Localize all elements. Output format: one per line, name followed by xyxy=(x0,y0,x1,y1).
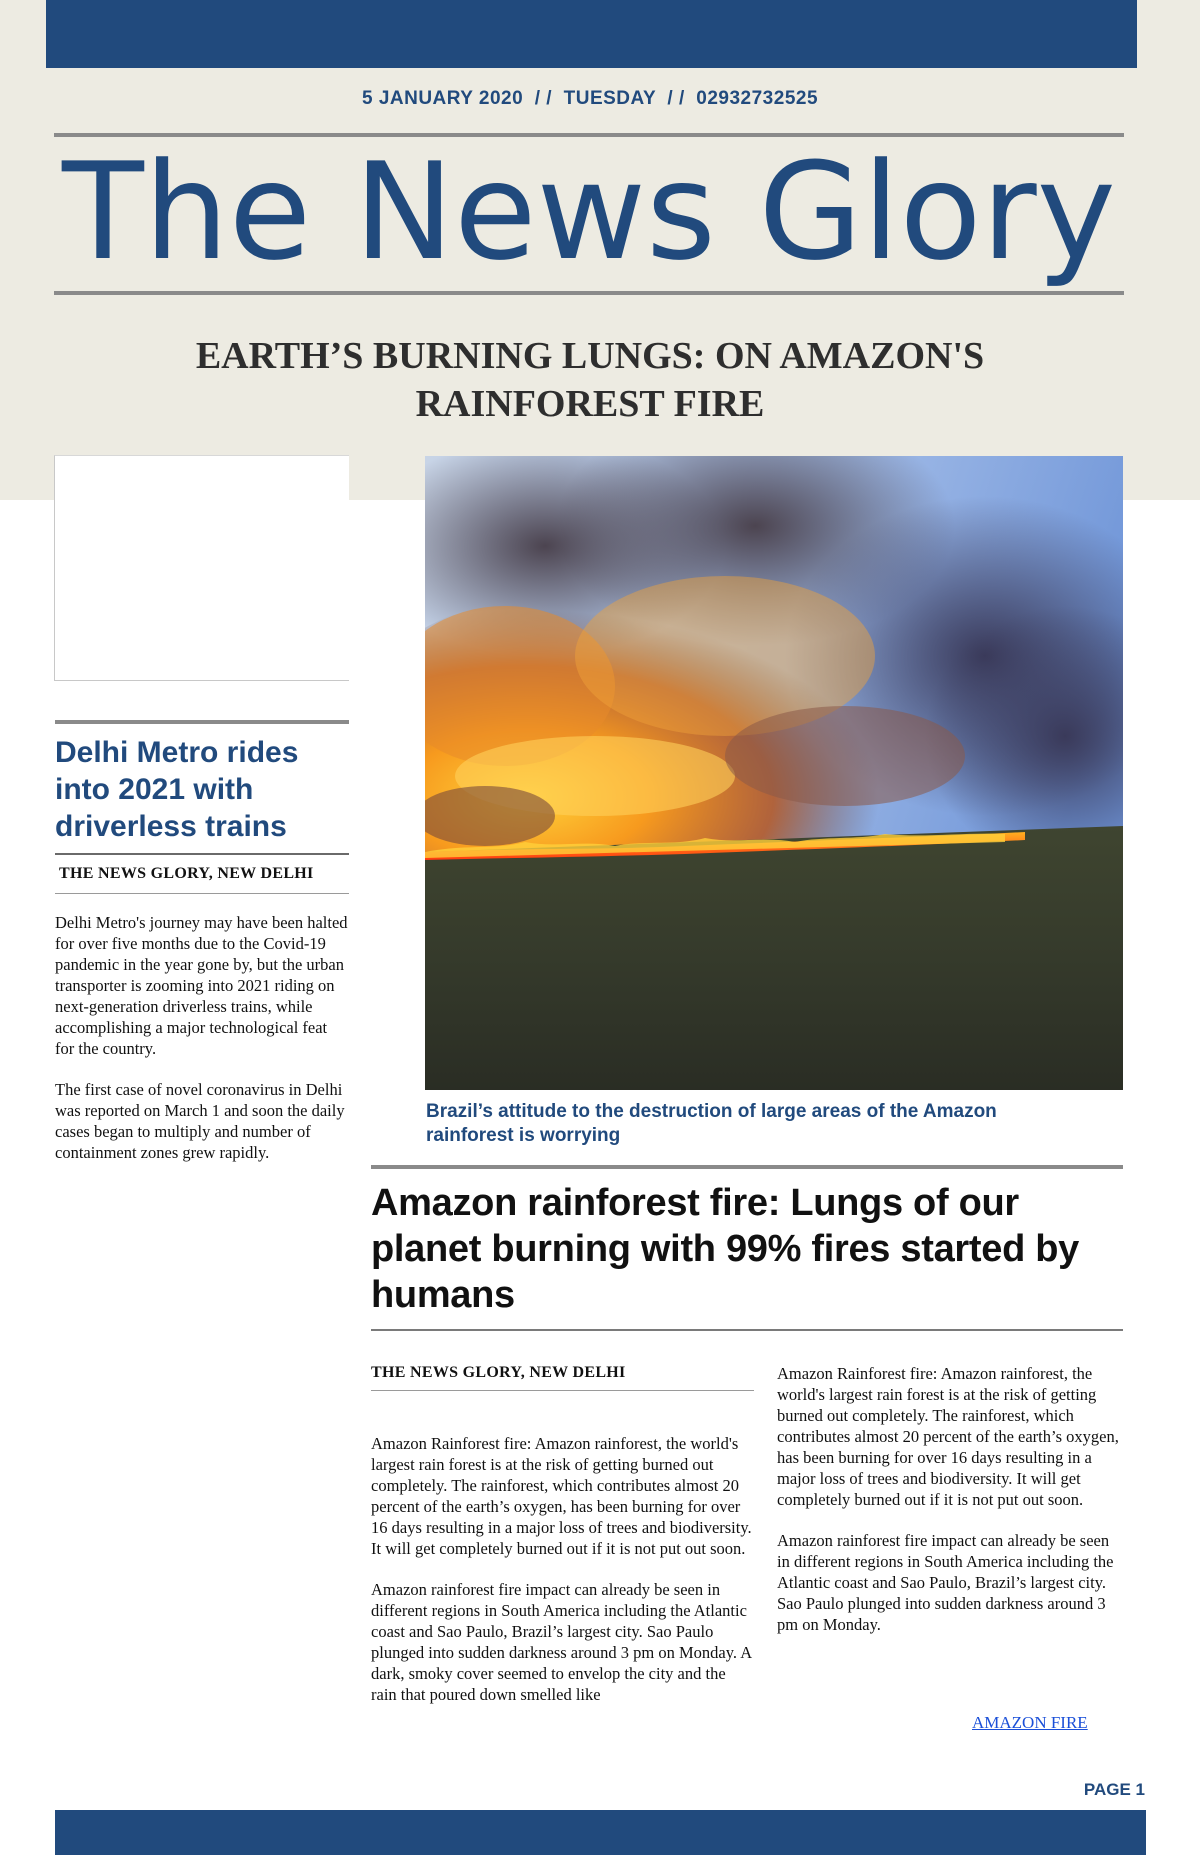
sidebar-byline-rule xyxy=(55,893,349,894)
bottom-color-bar xyxy=(55,1810,1146,1855)
sidebar-title-rule xyxy=(55,853,349,855)
sidebar-paragraph: The first case of novel coronavirus in Delhi was reported on March 1 and soon the daily cases began to multiply and number of containment zones grew rapidly. xyxy=(55,1080,345,1162)
main-col1-paragraph: Amazon rainforest fire impact can already be seen in different regions in South America including the Atlantic coast and Sao Paulo, Brazil’s largest city. Sao Paulo plunged into sudden darkness around 3 pm on Monday. A dark, smoky cover seemed to envelop the city and the rain that poured down smelled like xyxy=(371,1580,752,1704)
main-story-top-rule xyxy=(371,1165,1123,1169)
amazon-fire-link[interactable]: AMAZON FIRE xyxy=(972,1713,1088,1732)
masthead-bottom-rule xyxy=(54,291,1124,295)
main-col1-paragraph: Amazon Rainforest fire: Amazon rainforest, the world's largest rain forest is at the risk of getting burned out completely. The rainforest, which contributes almost 20 percent of the earth’s oxygen, has been burning for over 16 days resulting in a major loss of trees and biodiversity. It will get completely burned out if it is not put out soon. xyxy=(371,1434,752,1558)
lead-photo-fire xyxy=(425,456,1123,1090)
masthead-title: The News Glory xyxy=(62,134,1116,290)
main-col2-paragraph: Amazon rainforest fire impact can already be seen in different regions in South America including the Atlantic coast and Sao Paulo, Brazil’s largest city. Sao Paulo plunged into sudden darkness around 3 pm on Monday. xyxy=(777,1531,1114,1634)
main-story-column-2 xyxy=(777,1363,1123,1655)
lead-photo-caption: Brazil’s attitude to the destruction of large areas of the Amazon rainforest is worrying xyxy=(426,1101,997,1146)
dateline: 5 JANUARY 2020 / / TUESDAY / / 02932732525 xyxy=(361,88,819,109)
sidebar-top-rule xyxy=(55,720,349,724)
main-col2-paragraph: Amazon Rainforest fire: Amazon rainforest, the world's largest rain forest is at the risk of getting burned out completely. The rainforest, which contributes almost 20 percent of the earth’s oxygen, has been burning for over 16 days resulting in a major loss of trees and biodiversity. It will get completely burned out if it is not put out soon. xyxy=(777,1364,1119,1509)
page-number: PAGE 1 xyxy=(1083,1780,1145,1799)
main-story-title-rule xyxy=(371,1329,1123,1331)
sidebar-body xyxy=(55,912,350,1183)
fire-photo-illustration xyxy=(425,456,1123,1090)
main-story-column-1 xyxy=(371,1433,754,1725)
main-story-byline: THE NEWS GLORY, NEW DELHI xyxy=(371,1364,626,1381)
sidebar-empty-box xyxy=(54,455,349,681)
sidebar-story-title: Delhi Metro rides into 2021 with driverless trains xyxy=(55,736,299,843)
main-byline-rule xyxy=(371,1390,754,1391)
sidebar-byline: THE NEWS GLORY, NEW DELHI xyxy=(59,865,314,882)
sidebar-paragraph: Delhi Metro's journey may have been halted for over five months due to the Covid-19 pandemic in the year gone by, but the urban transporter is zooming into 2021 riding on next-generation driverless trains, while accomplishing a major technological feat for the country. xyxy=(55,913,348,1058)
lead-headline: EARTH’S BURNING LUNGS: ON AMAZON'S RAINFOREST FIRE xyxy=(195,335,985,425)
main-story-title: Amazon rainforest fire: Lungs of our planet burning with 99% fires started by humans xyxy=(371,1182,1080,1316)
top-color-bar xyxy=(46,0,1137,68)
